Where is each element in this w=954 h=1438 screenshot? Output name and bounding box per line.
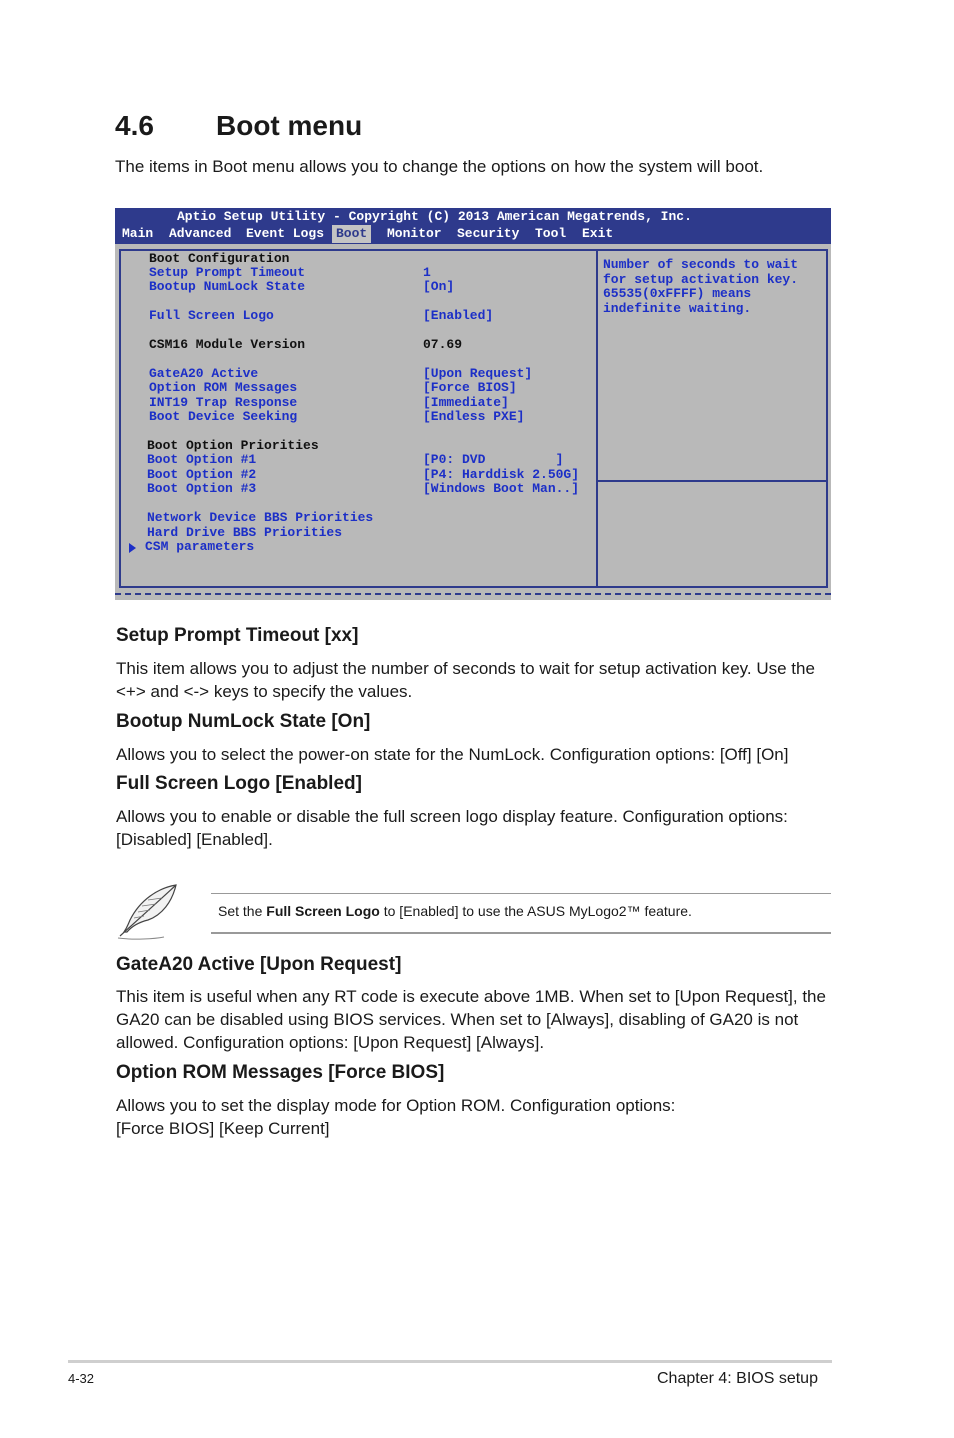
bios-screenshot	[115, 208, 831, 600]
item-boot-option-3-value[interactable]: [Windows Boot Man..]	[423, 481, 580, 496]
item-boot-option-3-label[interactable]: Boot Option #3	[147, 481, 257, 496]
item-option-rom-value[interactable]: [Force BIOS]	[423, 380, 517, 395]
note-suffix: to [Enabled] to use the ASUS MyLogo2™ feature.	[379, 903, 692, 919]
heading-option-rom: Option ROM Messages [Force BIOS]	[116, 1062, 445, 1083]
bios-header	[115, 208, 831, 244]
item-csm16-version-label: CSM16 Module Version	[149, 337, 306, 352]
note-prefix: Set the	[218, 903, 267, 919]
tab-event-logs[interactable]: Event Logs	[246, 226, 325, 241]
tab-exit[interactable]: Exit	[582, 226, 614, 241]
text-setup-prompt-timeout: This item allows you to adjust the number of seconds to wait for setup activation key. Use the <+> and <-> keys to specify the values.	[116, 659, 815, 701]
page-number: 4-32	[68, 1371, 95, 1386]
item-int19-value[interactable]: [Immediate]	[423, 395, 509, 410]
item-boot-option-1-label[interactable]: Boot Option #1	[147, 452, 257, 467]
item-full-screen-logo-value[interactable]: [Enabled]	[423, 308, 494, 323]
heading-boot-configuration: Boot Configuration	[149, 251, 290, 266]
item-boot-option-2-value[interactable]: [P4: Harddisk 2.50G]	[423, 467, 580, 482]
item-int19-label[interactable]: INT19 Trap Response	[149, 395, 298, 410]
submenu-arrow-icon	[129, 543, 136, 553]
submenu-csm-parameters[interactable]: CSM parameters	[145, 539, 255, 554]
submenu-network-bbs[interactable]: Network Device BBS Priorities	[147, 510, 374, 525]
text-full-screen-logo: Allows you to enable or disable the full screen logo display feature. Configuration options: [Disabled] [Enabled].	[116, 807, 788, 849]
item-boot-option-2-label[interactable]: Boot Option #2	[147, 467, 257, 482]
item-boot-device-seeking-value[interactable]: [Endless PXE]	[423, 409, 525, 424]
chapter-label: Chapter 4: BIOS setup	[657, 1370, 818, 1387]
footer-rule	[68, 1360, 832, 1363]
feather-note-icon	[114, 882, 180, 940]
intro-text: The items in Boot menu allows you to change the options on how the system will boot.	[115, 157, 764, 176]
bios-title: Aptio Setup Utility - Copyright (C) 2013 American Megatrends, Inc.	[177, 209, 692, 224]
tab-security[interactable]: Security	[457, 226, 520, 241]
text-bootup-numlock: Allows you to select the power-on state for the NumLock. Configuration options: [Off] [On]	[116, 745, 789, 764]
heading-gatea20: GateA20 Active [Upon Request]	[116, 954, 402, 975]
note-bottom-rule	[211, 932, 831, 934]
bios-help-text: Number of seconds to wait for setup activation key. 65535(0xFFFF) means indefinite waiting.	[603, 257, 799, 316]
heading-bootup-numlock: Bootup NumLock State [On]	[116, 711, 371, 732]
item-gatea20-value[interactable]: [Upon Request]	[423, 366, 533, 381]
item-bootup-numlock-label[interactable]: Bootup NumLock State	[149, 279, 306, 294]
item-option-rom-label[interactable]: Option ROM Messages	[149, 380, 298, 395]
submenu-hard-drive-bbs[interactable]: Hard Drive BBS Priorities	[147, 525, 343, 540]
item-full-screen-logo-label[interactable]: Full Screen Logo	[149, 308, 274, 323]
heading-setup-prompt-timeout: Setup Prompt Timeout [xx]	[116, 625, 359, 646]
bios-bottom-dashes	[115, 593, 831, 595]
bios-help-divider	[598, 480, 826, 482]
item-setup-prompt-timeout-label[interactable]: Setup Prompt Timeout	[149, 265, 306, 280]
tab-main[interactable]: Main	[122, 226, 154, 241]
tab-boot[interactable]: Boot	[332, 225, 371, 243]
item-gatea20-label[interactable]: GateA20 Active	[149, 366, 259, 381]
item-boot-option-1-value[interactable]: [P0: DVD ]	[423, 452, 564, 467]
tab-monitor[interactable]: Monitor	[387, 226, 442, 241]
item-setup-prompt-timeout-value[interactable]: 1	[423, 265, 431, 280]
tab-advanced[interactable]: Advanced	[169, 226, 232, 241]
item-bootup-numlock-value[interactable]: [On]	[423, 279, 455, 294]
bios-tab-bar	[115, 225, 831, 243]
text-option-rom: Allows you to set the display mode for Option ROM. Configuration options: [Force BIOS] [Keep Current]	[116, 1096, 676, 1138]
note-text	[218, 903, 692, 919]
bios-panel-divider	[596, 249, 598, 588]
text-gatea20: This item is useful when any RT code is execute above 1MB. When set to [Upon Request], the GA20 can be disabled using BIOS services. When set to [Always], disabling of GA20 is not allowed. Configuration options: [Upon Request] [Always].	[116, 987, 826, 1052]
note-bold: Full Screen Logo	[266, 903, 380, 919]
section-title: Boot menu	[216, 110, 363, 141]
section-number: 4.6	[115, 110, 154, 141]
tab-tool[interactable]: Tool	[535, 226, 567, 241]
item-boot-device-seeking-label[interactable]: Boot Device Seeking	[149, 409, 298, 424]
heading-full-screen-logo: Full Screen Logo [Enabled]	[116, 773, 362, 794]
note-top-rule	[211, 893, 831, 894]
item-csm16-version-value: 07.69	[423, 337, 463, 352]
heading-boot-option-priorities: Boot Option Priorities	[147, 438, 319, 453]
